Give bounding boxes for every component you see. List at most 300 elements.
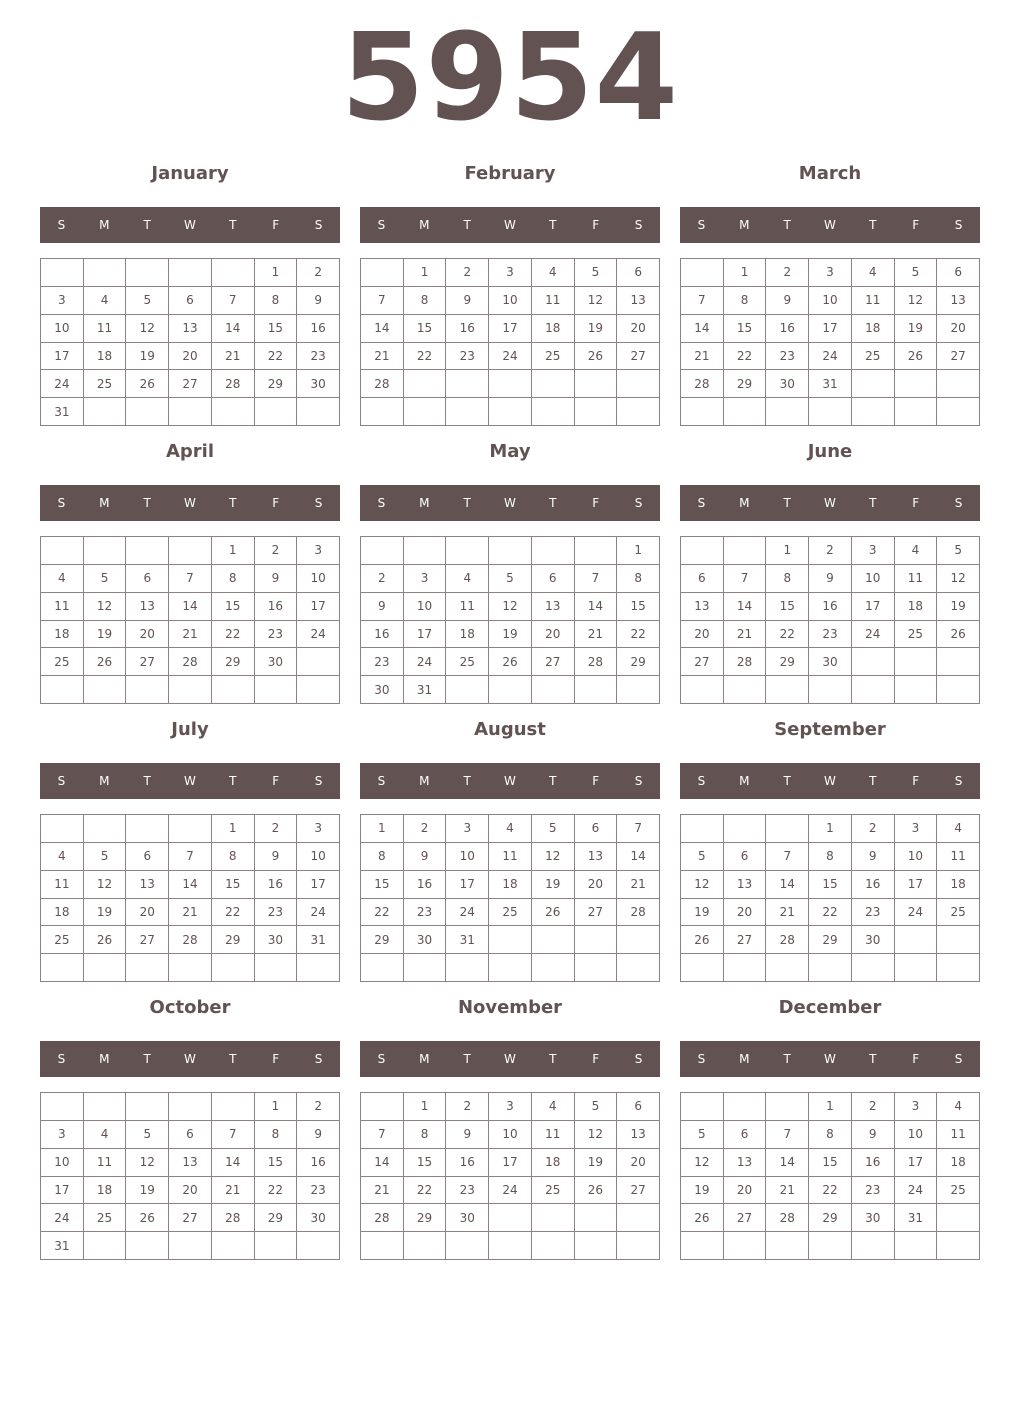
day-cell[interactable]: 21 (212, 1177, 255, 1205)
day-cell[interactable]: 17 (446, 871, 489, 899)
day-cell[interactable]: 25 (41, 648, 84, 676)
day-cell[interactable]: 8 (617, 565, 660, 593)
day-cell[interactable]: 7 (361, 1121, 404, 1149)
day-cell[interactable]: 20 (575, 871, 618, 899)
day-cell[interactable]: 13 (724, 871, 767, 899)
day-cell[interactable]: 24 (41, 1204, 84, 1232)
day-cell[interactable]: 5 (895, 259, 938, 287)
day-cell[interactable]: 20 (617, 315, 660, 343)
day-cell[interactable]: 25 (84, 370, 127, 398)
day-cell[interactable]: 29 (255, 370, 298, 398)
day-cell[interactable]: 5 (84, 565, 127, 593)
day-cell[interactable]: 8 (766, 565, 809, 593)
day-cell[interactable]: 22 (212, 621, 255, 649)
day-cell[interactable]: 28 (575, 648, 618, 676)
day-cell[interactable]: 22 (404, 343, 447, 371)
day-cell[interactable]: 15 (361, 871, 404, 899)
day-cell[interactable]: 16 (255, 871, 298, 899)
day-cell[interactable]: 14 (361, 1149, 404, 1177)
day-cell[interactable]: 11 (41, 871, 84, 899)
day-cell[interactable]: 9 (404, 843, 447, 871)
day-cell[interactable]: 14 (169, 593, 212, 621)
day-cell[interactable]: 28 (169, 926, 212, 954)
day-cell[interactable]: 14 (212, 1149, 255, 1177)
day-cell[interactable]: 20 (169, 1177, 212, 1205)
day-cell[interactable]: 11 (84, 1149, 127, 1177)
day-cell[interactable]: 26 (489, 648, 532, 676)
day-cell[interactable]: 2 (255, 537, 298, 565)
day-cell[interactable]: 6 (724, 1121, 767, 1149)
day-cell[interactable]: 22 (617, 621, 660, 649)
day-cell[interactable]: 22 (255, 1177, 298, 1205)
day-cell[interactable]: 15 (404, 1149, 447, 1177)
day-cell[interactable]: 9 (852, 843, 895, 871)
day-cell[interactable]: 23 (361, 648, 404, 676)
day-cell[interactable]: 15 (766, 593, 809, 621)
day-cell[interactable]: 24 (297, 899, 340, 927)
day-cell[interactable]: 12 (489, 593, 532, 621)
day-cell[interactable]: 14 (212, 315, 255, 343)
day-cell[interactable]: 20 (532, 621, 575, 649)
day-cell[interactable]: 9 (361, 593, 404, 621)
day-cell[interactable]: 4 (937, 1093, 980, 1121)
day-cell[interactable]: 4 (84, 287, 127, 315)
day-cell[interactable]: 8 (255, 287, 298, 315)
day-cell[interactable]: 18 (937, 1149, 980, 1177)
day-cell[interactable]: 25 (937, 899, 980, 927)
day-cell[interactable]: 24 (895, 899, 938, 927)
day-cell[interactable]: 17 (809, 315, 852, 343)
day-cell[interactable]: 11 (532, 287, 575, 315)
day-cell[interactable]: 5 (681, 1121, 724, 1149)
day-cell[interactable]: 7 (766, 1121, 809, 1149)
day-cell[interactable]: 24 (895, 1177, 938, 1205)
day-cell[interactable]: 3 (895, 815, 938, 843)
day-cell[interactable]: 16 (852, 871, 895, 899)
day-cell[interactable]: 25 (852, 343, 895, 371)
day-cell[interactable]: 22 (361, 899, 404, 927)
day-cell[interactable]: 16 (446, 1149, 489, 1177)
day-cell[interactable]: 28 (724, 648, 767, 676)
day-cell[interactable]: 24 (404, 648, 447, 676)
day-cell[interactable]: 2 (297, 259, 340, 287)
day-cell[interactable]: 6 (169, 1121, 212, 1149)
day-cell[interactable]: 27 (169, 1204, 212, 1232)
day-cell[interactable]: 27 (169, 370, 212, 398)
day-cell[interactable]: 5 (489, 565, 532, 593)
day-cell[interactable]: 2 (852, 815, 895, 843)
day-cell[interactable]: 20 (681, 621, 724, 649)
day-cell[interactable]: 9 (255, 565, 298, 593)
day-cell[interactable]: 25 (84, 1204, 127, 1232)
day-cell[interactable]: 11 (446, 593, 489, 621)
day-cell[interactable]: 21 (212, 343, 255, 371)
day-cell[interactable]: 27 (724, 1204, 767, 1232)
day-cell[interactable]: 7 (169, 565, 212, 593)
day-cell[interactable]: 1 (255, 1093, 298, 1121)
day-cell[interactable]: 12 (532, 843, 575, 871)
day-cell[interactable]: 17 (41, 1177, 84, 1205)
day-cell[interactable]: 5 (937, 537, 980, 565)
day-cell[interactable]: 26 (681, 1204, 724, 1232)
day-cell[interactable]: 3 (446, 815, 489, 843)
day-cell[interactable]: 29 (724, 370, 767, 398)
day-cell[interactable]: 10 (41, 1149, 84, 1177)
day-cell[interactable]: 1 (404, 259, 447, 287)
day-cell[interactable]: 20 (937, 315, 980, 343)
day-cell[interactable]: 16 (766, 315, 809, 343)
day-cell[interactable]: 30 (446, 1204, 489, 1232)
day-cell[interactable]: 27 (126, 926, 169, 954)
day-cell[interactable]: 16 (297, 315, 340, 343)
day-cell[interactable]: 31 (41, 1232, 84, 1260)
day-cell[interactable]: 26 (895, 343, 938, 371)
day-cell[interactable]: 9 (766, 287, 809, 315)
day-cell[interactable]: 28 (212, 1204, 255, 1232)
day-cell[interactable]: 6 (681, 565, 724, 593)
day-cell[interactable]: 15 (255, 315, 298, 343)
day-cell[interactable]: 16 (852, 1149, 895, 1177)
day-cell[interactable]: 3 (489, 259, 532, 287)
day-cell[interactable]: 17 (895, 871, 938, 899)
day-cell[interactable]: 26 (575, 1177, 618, 1205)
day-cell[interactable]: 6 (617, 1093, 660, 1121)
day-cell[interactable]: 11 (84, 315, 127, 343)
day-cell[interactable]: 26 (532, 899, 575, 927)
day-cell[interactable]: 12 (126, 1149, 169, 1177)
day-cell[interactable]: 23 (852, 899, 895, 927)
day-cell[interactable]: 13 (617, 1121, 660, 1149)
day-cell[interactable]: 19 (681, 899, 724, 927)
day-cell[interactable]: 7 (361, 287, 404, 315)
day-cell[interactable]: 18 (852, 315, 895, 343)
day-cell[interactable]: 17 (852, 593, 895, 621)
day-cell[interactable]: 1 (361, 815, 404, 843)
day-cell[interactable]: 3 (41, 1121, 84, 1149)
day-cell[interactable]: 17 (489, 315, 532, 343)
day-cell[interactable]: 28 (766, 926, 809, 954)
day-cell[interactable]: 23 (446, 1177, 489, 1205)
day-cell[interactable]: 14 (766, 871, 809, 899)
day-cell[interactable]: 3 (41, 287, 84, 315)
day-cell[interactable]: 1 (766, 537, 809, 565)
day-cell[interactable]: 8 (404, 287, 447, 315)
day-cell[interactable]: 12 (681, 1149, 724, 1177)
day-cell[interactable]: 7 (766, 843, 809, 871)
day-cell[interactable]: 17 (41, 343, 84, 371)
day-cell[interactable]: 18 (895, 593, 938, 621)
day-cell[interactable]: 29 (617, 648, 660, 676)
day-cell[interactable]: 28 (212, 370, 255, 398)
day-cell[interactable]: 1 (255, 259, 298, 287)
day-cell[interactable]: 6 (126, 565, 169, 593)
day-cell[interactable]: 10 (852, 565, 895, 593)
day-cell[interactable]: 2 (852, 1093, 895, 1121)
day-cell[interactable]: 9 (297, 287, 340, 315)
day-cell[interactable]: 8 (212, 843, 255, 871)
day-cell[interactable]: 22 (809, 1177, 852, 1205)
day-cell[interactable]: 8 (724, 287, 767, 315)
day-cell[interactable]: 19 (126, 343, 169, 371)
day-cell[interactable]: 28 (361, 1204, 404, 1232)
day-cell[interactable]: 12 (84, 871, 127, 899)
day-cell[interactable]: 25 (937, 1177, 980, 1205)
day-cell[interactable]: 2 (809, 537, 852, 565)
day-cell[interactable]: 29 (255, 1204, 298, 1232)
day-cell[interactable]: 17 (489, 1149, 532, 1177)
day-cell[interactable]: 14 (617, 843, 660, 871)
day-cell[interactable]: 23 (446, 343, 489, 371)
day-cell[interactable]: 11 (532, 1121, 575, 1149)
day-cell[interactable]: 10 (895, 1121, 938, 1149)
day-cell[interactable]: 1 (404, 1093, 447, 1121)
day-cell[interactable]: 7 (212, 287, 255, 315)
day-cell[interactable]: 14 (169, 871, 212, 899)
day-cell[interactable]: 27 (532, 648, 575, 676)
day-cell[interactable]: 4 (937, 815, 980, 843)
day-cell[interactable]: 21 (766, 899, 809, 927)
day-cell[interactable]: 14 (724, 593, 767, 621)
day-cell[interactable]: 1 (724, 259, 767, 287)
day-cell[interactable]: 9 (255, 843, 298, 871)
day-cell[interactable]: 30 (297, 1204, 340, 1232)
day-cell[interactable]: 18 (446, 621, 489, 649)
day-cell[interactable]: 27 (617, 343, 660, 371)
day-cell[interactable]: 10 (297, 843, 340, 871)
day-cell[interactable]: 24 (852, 621, 895, 649)
day-cell[interactable]: 29 (809, 1204, 852, 1232)
day-cell[interactable]: 29 (361, 926, 404, 954)
day-cell[interactable]: 18 (84, 343, 127, 371)
day-cell[interactable]: 20 (617, 1149, 660, 1177)
day-cell[interactable]: 13 (126, 593, 169, 621)
day-cell[interactable]: 19 (575, 315, 618, 343)
day-cell[interactable]: 3 (852, 537, 895, 565)
day-cell[interactable]: 22 (809, 899, 852, 927)
day-cell[interactable]: 10 (404, 593, 447, 621)
day-cell[interactable]: 25 (895, 621, 938, 649)
day-cell[interactable]: 17 (404, 621, 447, 649)
day-cell[interactable]: 24 (446, 899, 489, 927)
day-cell[interactable]: 30 (766, 370, 809, 398)
day-cell[interactable]: 13 (575, 843, 618, 871)
day-cell[interactable]: 11 (937, 1121, 980, 1149)
day-cell[interactable]: 9 (809, 565, 852, 593)
day-cell[interactable]: 22 (724, 343, 767, 371)
day-cell[interactable]: 2 (446, 1093, 489, 1121)
day-cell[interactable]: 12 (575, 287, 618, 315)
day-cell[interactable]: 13 (724, 1149, 767, 1177)
day-cell[interactable]: 16 (255, 593, 298, 621)
day-cell[interactable]: 26 (575, 343, 618, 371)
day-cell[interactable]: 8 (809, 843, 852, 871)
day-cell[interactable]: 11 (489, 843, 532, 871)
day-cell[interactable]: 18 (41, 899, 84, 927)
day-cell[interactable]: 13 (169, 315, 212, 343)
day-cell[interactable]: 24 (489, 343, 532, 371)
day-cell[interactable]: 30 (404, 926, 447, 954)
day-cell[interactable]: 27 (937, 343, 980, 371)
day-cell[interactable]: 24 (489, 1177, 532, 1205)
day-cell[interactable]: 10 (489, 1121, 532, 1149)
day-cell[interactable]: 10 (41, 315, 84, 343)
day-cell[interactable]: 23 (809, 621, 852, 649)
day-cell[interactable]: 31 (297, 926, 340, 954)
day-cell[interactable]: 26 (681, 926, 724, 954)
day-cell[interactable]: 15 (809, 871, 852, 899)
day-cell[interactable]: 17 (895, 1149, 938, 1177)
day-cell[interactable]: 1 (617, 537, 660, 565)
day-cell[interactable]: 3 (809, 259, 852, 287)
day-cell[interactable]: 27 (617, 1177, 660, 1205)
day-cell[interactable]: 21 (361, 1177, 404, 1205)
day-cell[interactable]: 12 (937, 565, 980, 593)
day-cell[interactable]: 1 (809, 815, 852, 843)
day-cell[interactable]: 28 (169, 648, 212, 676)
day-cell[interactable]: 7 (169, 843, 212, 871)
day-cell[interactable]: 8 (361, 843, 404, 871)
day-cell[interactable]: 3 (297, 815, 340, 843)
day-cell[interactable]: 19 (937, 593, 980, 621)
day-cell[interactable]: 10 (446, 843, 489, 871)
day-cell[interactable]: 23 (852, 1177, 895, 1205)
day-cell[interactable]: 31 (41, 398, 84, 426)
day-cell[interactable]: 3 (895, 1093, 938, 1121)
day-cell[interactable]: 19 (126, 1177, 169, 1205)
day-cell[interactable]: 20 (126, 899, 169, 927)
day-cell[interactable]: 25 (41, 926, 84, 954)
day-cell[interactable]: 12 (84, 593, 127, 621)
day-cell[interactable]: 31 (404, 676, 447, 704)
day-cell[interactable]: 25 (532, 343, 575, 371)
day-cell[interactable]: 7 (575, 565, 618, 593)
day-cell[interactable]: 13 (937, 287, 980, 315)
day-cell[interactable]: 22 (255, 343, 298, 371)
day-cell[interactable]: 26 (126, 370, 169, 398)
day-cell[interactable]: 21 (169, 621, 212, 649)
day-cell[interactable]: 4 (489, 815, 532, 843)
day-cell[interactable]: 6 (169, 287, 212, 315)
day-cell[interactable]: 9 (446, 287, 489, 315)
day-cell[interactable]: 6 (126, 843, 169, 871)
day-cell[interactable]: 5 (575, 259, 618, 287)
day-cell[interactable]: 11 (937, 843, 980, 871)
day-cell[interactable]: 23 (297, 1177, 340, 1205)
day-cell[interactable]: 7 (681, 287, 724, 315)
day-cell[interactable]: 3 (297, 537, 340, 565)
day-cell[interactable]: 5 (126, 287, 169, 315)
day-cell[interactable]: 22 (212, 899, 255, 927)
day-cell[interactable]: 30 (255, 648, 298, 676)
day-cell[interactable]: 23 (297, 343, 340, 371)
day-cell[interactable]: 15 (212, 871, 255, 899)
day-cell[interactable]: 12 (575, 1121, 618, 1149)
day-cell[interactable]: 18 (84, 1177, 127, 1205)
day-cell[interactable]: 27 (126, 648, 169, 676)
day-cell[interactable]: 25 (446, 648, 489, 676)
day-cell[interactable]: 21 (724, 621, 767, 649)
day-cell[interactable]: 23 (766, 343, 809, 371)
day-cell[interactable]: 7 (212, 1121, 255, 1149)
day-cell[interactable]: 19 (575, 1149, 618, 1177)
day-cell[interactable]: 25 (532, 1177, 575, 1205)
day-cell[interactable]: 17 (297, 871, 340, 899)
day-cell[interactable]: 3 (489, 1093, 532, 1121)
day-cell[interactable]: 19 (84, 899, 127, 927)
day-cell[interactable]: 8 (404, 1121, 447, 1149)
day-cell[interactable]: 15 (724, 315, 767, 343)
day-cell[interactable]: 23 (255, 621, 298, 649)
day-cell[interactable]: 15 (255, 1149, 298, 1177)
day-cell[interactable]: 19 (489, 621, 532, 649)
day-cell[interactable]: 5 (532, 815, 575, 843)
day-cell[interactable]: 20 (724, 899, 767, 927)
day-cell[interactable]: 16 (404, 871, 447, 899)
day-cell[interactable]: 5 (84, 843, 127, 871)
day-cell[interactable]: 29 (212, 926, 255, 954)
day-cell[interactable]: 12 (126, 315, 169, 343)
day-cell[interactable]: 13 (681, 593, 724, 621)
day-cell[interactable]: 19 (532, 871, 575, 899)
day-cell[interactable]: 29 (766, 648, 809, 676)
day-cell[interactable]: 16 (361, 621, 404, 649)
day-cell[interactable]: 27 (681, 648, 724, 676)
day-cell[interactable]: 4 (84, 1121, 127, 1149)
day-cell[interactable]: 20 (126, 621, 169, 649)
day-cell[interactable]: 11 (41, 593, 84, 621)
day-cell[interactable]: 5 (681, 843, 724, 871)
day-cell[interactable]: 14 (361, 315, 404, 343)
day-cell[interactable]: 2 (446, 259, 489, 287)
day-cell[interactable]: 24 (809, 343, 852, 371)
day-cell[interactable]: 2 (766, 259, 809, 287)
day-cell[interactable]: 18 (489, 871, 532, 899)
day-cell[interactable]: 14 (575, 593, 618, 621)
day-cell[interactable]: 15 (212, 593, 255, 621)
day-cell[interactable]: 18 (41, 621, 84, 649)
day-cell[interactable]: 29 (212, 648, 255, 676)
day-cell[interactable]: 6 (575, 815, 618, 843)
day-cell[interactable]: 30 (361, 676, 404, 704)
day-cell[interactable]: 21 (617, 871, 660, 899)
day-cell[interactable]: 4 (532, 1093, 575, 1121)
day-cell[interactable]: 20 (724, 1177, 767, 1205)
day-cell[interactable]: 11 (852, 287, 895, 315)
day-cell[interactable]: 22 (766, 621, 809, 649)
day-cell[interactable]: 21 (766, 1177, 809, 1205)
day-cell[interactable]: 10 (809, 287, 852, 315)
day-cell[interactable]: 16 (446, 315, 489, 343)
day-cell[interactable]: 5 (126, 1121, 169, 1149)
day-cell[interactable]: 6 (724, 843, 767, 871)
day-cell[interactable]: 31 (895, 1204, 938, 1232)
day-cell[interactable]: 26 (126, 1204, 169, 1232)
day-cell[interactable]: 28 (766, 1204, 809, 1232)
day-cell[interactable]: 16 (297, 1149, 340, 1177)
day-cell[interactable]: 4 (852, 259, 895, 287)
day-cell[interactable]: 29 (809, 926, 852, 954)
day-cell[interactable]: 9 (297, 1121, 340, 1149)
day-cell[interactable]: 13 (169, 1149, 212, 1177)
day-cell[interactable]: 10 (895, 843, 938, 871)
day-cell[interactable]: 2 (297, 1093, 340, 1121)
day-cell[interactable]: 24 (297, 621, 340, 649)
day-cell[interactable]: 2 (255, 815, 298, 843)
day-cell[interactable]: 18 (532, 1149, 575, 1177)
day-cell[interactable]: 15 (809, 1149, 852, 1177)
day-cell[interactable]: 20 (169, 343, 212, 371)
day-cell[interactable]: 12 (895, 287, 938, 315)
